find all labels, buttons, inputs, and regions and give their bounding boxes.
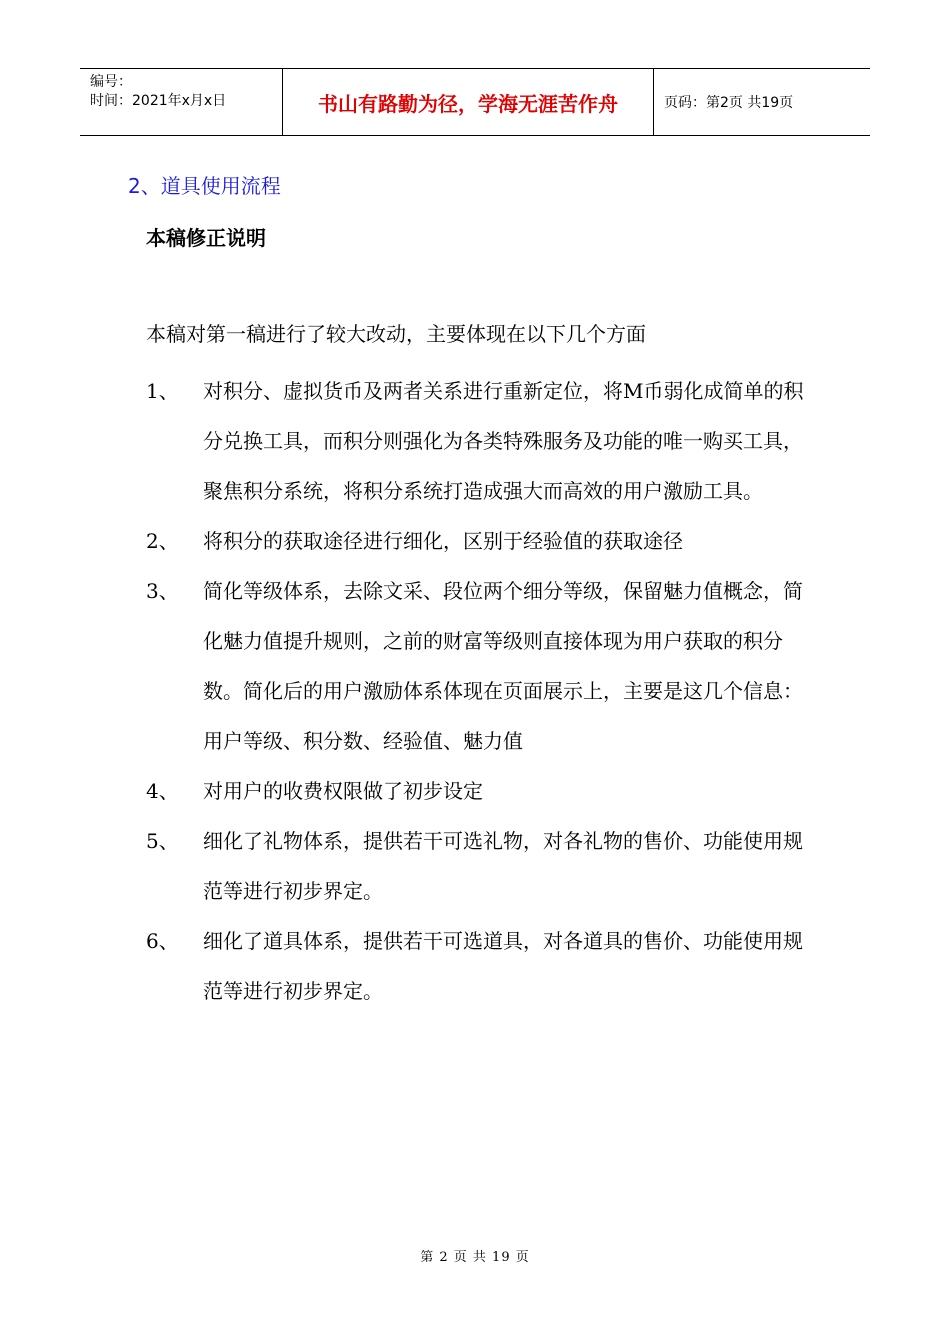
header-number-label: 编号：	[90, 74, 132, 90]
list-item-text: 对用户的收费权限做了初步设定	[203, 779, 483, 803]
page-header	[80, 68, 870, 136]
header-motto: 书山有路勤为径，学海无涯苦作舟	[282, 69, 654, 135]
section-title: 2、道具使用流程	[128, 174, 281, 198]
list-item-number: 4、	[146, 779, 179, 803]
list-item-number: 5、	[146, 829, 179, 853]
list-item-text: 细化了道具体系，提供若干可选道具，对各道具的售价、功能使用规范等进行初步界定。	[203, 929, 803, 1003]
list-item-text: 将积分的获取途径进行细化，区别于经验值的获取途径	[203, 529, 683, 553]
revision-list	[146, 366, 826, 1016]
header-meta	[80, 69, 282, 135]
list-item	[146, 766, 826, 816]
list-item	[146, 816, 826, 916]
list-item-number: 3、	[146, 579, 179, 603]
list-item	[146, 566, 826, 766]
list-item-text: 细化了礼物体系，提供若干可选礼物，对各礼物的售价、功能使用规范等进行初步界定。	[203, 829, 803, 903]
page-footer: 第 2 页 共 19 页	[420, 1250, 530, 1265]
list-item-text: 简化等级体系，去除文采、段位两个细分等级，保留魅力值概念，简化魅力值提升规则，之前的财富等级则直接体现为用户获取的积分数。简化后的用户激励体系体现在页面展示上，主要是这几个信息：用户等级、积分数、经验值、魅力值	[203, 579, 803, 753]
subtitle: 本稿修正说明	[146, 226, 266, 250]
header-time-label: 时间：2021年x月x日	[90, 93, 227, 109]
list-item-number: 1、	[146, 379, 179, 403]
header-page-info: 页码：第2页 共19页	[664, 95, 794, 111]
list-item-number: 2、	[146, 529, 179, 553]
intro-paragraph: 本稿对第一稿进行了较大改动，主要体现在以下几个方面	[146, 322, 646, 346]
list-item	[146, 366, 826, 516]
list-item	[146, 516, 826, 566]
list-item	[146, 916, 826, 1016]
list-item-number: 6、	[146, 929, 179, 953]
list-item-text: 对积分、虚拟货币及两者关系进行重新定位，将M币弱化成简单的积分兑换工具，而积分则强化为各类特殊服务及功能的唯一购买工具，聚焦积分系统，将积分系统打造成强大而高效的用户激励工具。	[203, 379, 804, 503]
